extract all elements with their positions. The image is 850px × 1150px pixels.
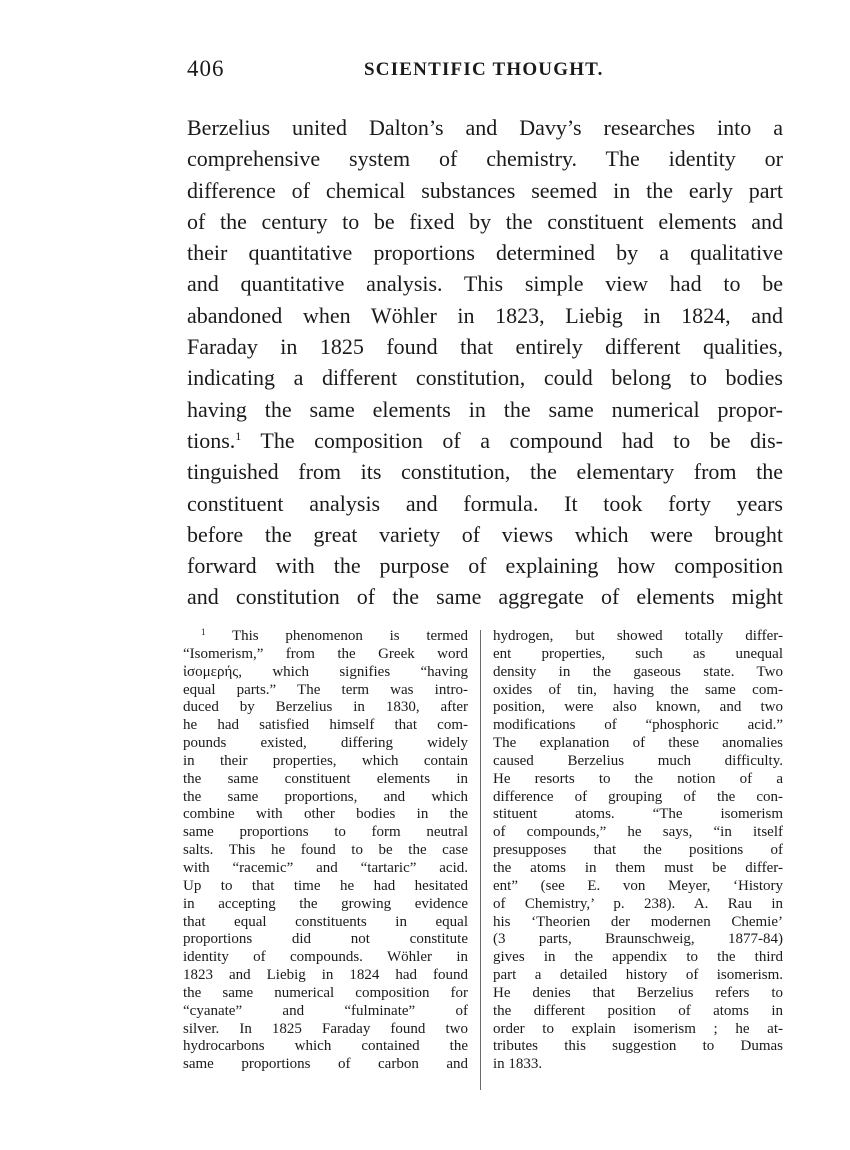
footnote-line: he had satisfied himself that com- xyxy=(183,717,468,734)
footnote-line: equal parts.” The term was intro- xyxy=(183,681,468,698)
footnote-line: stituent atoms. “The isomerism xyxy=(493,806,783,823)
footnote-line: Up to that time he had hesitated xyxy=(183,877,468,894)
footnote-line: identity of compounds. Wöhler in xyxy=(183,949,468,966)
footnote-line: salts. This he found to be the case xyxy=(183,842,468,859)
footnote-line: hydrogen, but showed totally differ- xyxy=(493,628,783,644)
footnote-line: “cyanate” and “fulminate” of xyxy=(183,1002,468,1019)
footnote-line: He resorts to the notion of a xyxy=(493,770,783,787)
footnote-line: of compounds,” he says, “in itself xyxy=(493,824,783,841)
text-line: before the great variety of views which were brought xyxy=(187,521,783,547)
footnote-line: that equal constituents in equal xyxy=(183,913,468,930)
footnote-line: density in the gaseous state. Two xyxy=(493,663,783,680)
text-line: difference of chemical substances seemed in the early part xyxy=(187,177,783,203)
text-line: and quantitative analysis. This simple view had to be xyxy=(187,271,783,297)
text-line: forward with the purpose of explaining how composition xyxy=(187,553,783,579)
footnote-line: The explanation of these anomalies xyxy=(493,735,783,752)
footnote-line: difference of grouping of the con- xyxy=(493,788,783,805)
footnote-line: ent properties, such as unequal xyxy=(493,645,783,662)
footnote-line: pounds existed, differing widely xyxy=(183,735,468,752)
footnote-left-column xyxy=(183,628,468,1074)
footnote-line xyxy=(183,628,468,646)
footnote-line: with “racemic” and “tartaric” acid. xyxy=(183,859,468,876)
column-divider xyxy=(480,630,481,1090)
footnote-line: tributes this suggestion to Dumas xyxy=(493,1038,783,1055)
footnote-line: order to explain isomerism ; he at- xyxy=(493,1020,783,1037)
footnote-line: in their properties, which contain xyxy=(183,752,468,769)
footnote-line: ἰσομερής, which signifies “having xyxy=(183,663,468,680)
footnote-line: position, were also known, and two xyxy=(493,699,783,716)
footnote-line: combine with other bodies in the xyxy=(183,806,468,823)
footnote-line: silver. In 1825 Faraday found two xyxy=(183,1020,468,1037)
footnote-line: the same constituent elements in xyxy=(183,770,468,787)
text-line: indicating a different constitution, could belong to bodies xyxy=(187,365,783,391)
footnote-reference: 1 xyxy=(235,428,242,443)
text-line: having the same elements in the same numerical propor- xyxy=(187,396,783,422)
footnote-line: same proportions to form neutral xyxy=(183,824,468,841)
text-line-with-footnote xyxy=(187,425,783,456)
footnote-line: oxides of tin, having the same com- xyxy=(493,681,783,698)
footnote-line: the atoms in them must be differ- xyxy=(493,859,783,876)
footnote-line: proportions did not constitute xyxy=(183,931,468,948)
footnote-marker: 1 xyxy=(201,627,206,637)
text-segment: tions. xyxy=(187,427,236,453)
footnote-line: the different position of atoms in xyxy=(493,1002,783,1019)
footnote-line: ent” (see E. von Meyer, ‘History xyxy=(493,877,783,894)
footnote-line: gives in the appendix to the third xyxy=(493,949,783,966)
text-line: abandoned when Wöhler in 1823, Liebig in 1824, and xyxy=(187,302,783,328)
footnote-text: This phenomenon is termed xyxy=(231,628,468,644)
footnote-line: presupposes that the positions of xyxy=(493,842,783,859)
text-line: and constitution of the same aggregate of elements might xyxy=(187,584,783,610)
page-header xyxy=(187,56,783,90)
footnote-line: duced by Berzelius in 1830, after xyxy=(183,699,468,716)
text-segment: The composition of a compound had to be dis- xyxy=(260,427,783,453)
footnote-line: the same numerical composition for xyxy=(183,984,468,1001)
footnote-line: hydrocarbons which contained the xyxy=(183,1038,468,1055)
footnote-line: modifications of “phosphoric acid.” xyxy=(493,717,783,734)
text-line: tinguished from its constitution, the elementary from the xyxy=(187,459,783,485)
text-line: comprehensive system of chemistry. The identity or xyxy=(187,146,783,172)
footnote-line: He denies that Berzelius refers to xyxy=(493,984,783,1001)
running-title: SCIENTIFIC THOUGHT. xyxy=(364,59,604,80)
text-line: of the century to be fixed by the constituent elements and xyxy=(187,208,783,234)
footnote-line: 1823 and Liebig in 1824 had found xyxy=(183,967,468,984)
footnote-line: in accepting the growing evidence xyxy=(183,895,468,912)
footnote-line: of Chemistry,’ p. 238). A. Rau in xyxy=(493,895,783,912)
footnote-line: his ‘Theorien der modernen Chemie’ xyxy=(493,913,783,930)
footnote-line: in 1833. xyxy=(493,1056,543,1073)
footnote-line: part a detailed history of isomerism. xyxy=(493,967,783,984)
text-line: their quantitative proportions determined by a qualitative xyxy=(187,240,783,266)
footnote-right-column xyxy=(493,628,783,1074)
footnote-line: the same proportions, and which xyxy=(183,788,468,805)
footnote-line: caused Berzelius much difficulty. xyxy=(493,752,783,769)
footnote-line: same proportions of carbon and xyxy=(183,1056,468,1073)
text-line: constituent analysis and formula. It took forty years xyxy=(187,490,783,516)
page-number: 406 xyxy=(187,56,225,81)
main-paragraph xyxy=(187,112,783,613)
text-line: Faraday in 1825 found that entirely different qualities, xyxy=(187,334,783,360)
footnote-line: (3 parts, Braunschweig, 1877-84) xyxy=(493,931,783,948)
footnote-line: “Isomerism,” from the Greek word xyxy=(183,645,468,662)
text-line: Berzelius united Dalton’s and Davy’s researches into a xyxy=(187,115,783,140)
